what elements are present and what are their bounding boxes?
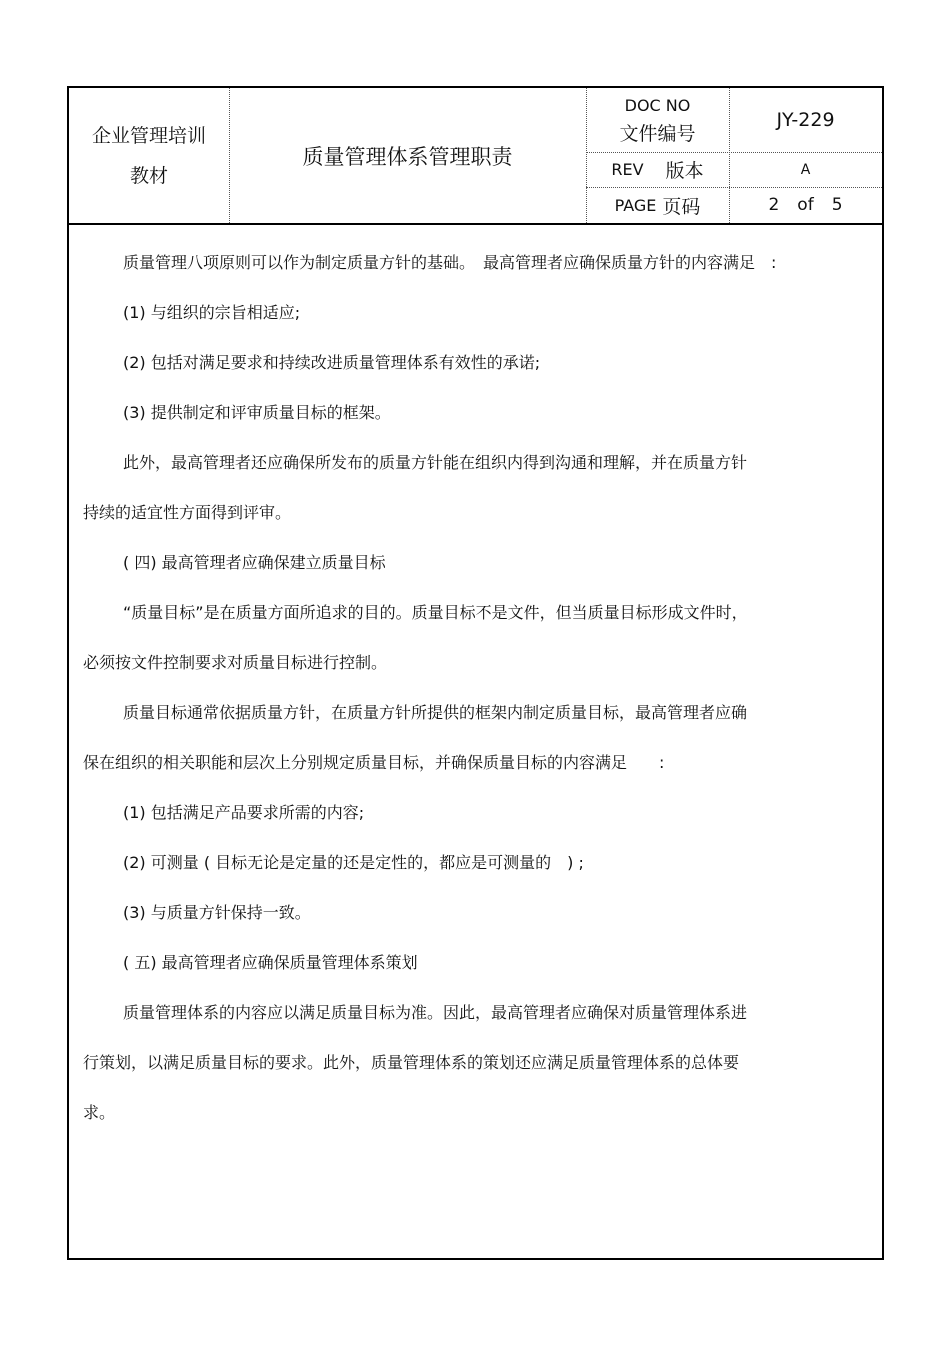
- doc-no-label-en: DOC NO: [624, 96, 691, 115]
- paragraph-line: 求。: [83, 1103, 116, 1122]
- list-item: (1) 包括满足产品要求所需的内容;: [123, 803, 365, 822]
- paragraph-line: 持续的适宜性方面得到评审。: [83, 503, 292, 522]
- page-total: 5: [831, 195, 843, 215]
- rev-value: A: [800, 161, 811, 178]
- doc-no-value: JY-229: [776, 109, 835, 131]
- list-item: (3) 提供制定和评审质量目标的框架。: [123, 403, 391, 422]
- org-line-2: 教材: [129, 164, 168, 187]
- page-label: [586, 187, 729, 223]
- section-heading: ( 五) 最高管理者应确保质量管理体系策划: [123, 953, 418, 972]
- page-of: of: [797, 195, 814, 215]
- list-item: (2) 包括对满足要求和持续改进质量管理体系有效性的承诺;: [123, 353, 541, 372]
- organization-label: [69, 88, 229, 223]
- document-header: [69, 88, 882, 225]
- page-label-en: PAGE: [614, 195, 657, 215]
- rev-label-zh: 版本: [665, 160, 704, 182]
- paragraph-line: “质量目标”是在质量方面所追求的目的。质量目标不是文件，但当质量目标形成文件时，: [123, 603, 748, 622]
- page-number: [729, 187, 882, 223]
- paragraph-line: 行策划，以满足质量目标的要求。此外，质量管理体系的策划还应满足质量管理体系的总体要: [83, 1053, 740, 1072]
- page-frame: [67, 86, 884, 1260]
- org-line-1: 企业管理培训: [91, 124, 206, 147]
- paragraph-line: 保在组织的相关职能和层次上分别规定质量目标，并确保质量目标的内容满足 :: [83, 753, 665, 772]
- list-item: (3) 与质量方针保持一致。: [123, 903, 311, 922]
- doc-no-label-zh: 文件编号: [619, 123, 696, 145]
- document-title: 质量管理体系管理职责: [302, 144, 513, 169]
- paragraph-line: 必须按文件控制要求对质量目标进行控制。: [83, 653, 388, 672]
- section-heading: ( 四) 最高管理者应确保建立质量目标: [123, 553, 386, 572]
- page-label-zh: 页码: [662, 195, 701, 218]
- paragraph-line: 质量管理体系的内容应以满足质量目标为准。因此，最高管理者应确保对质量管理体系进: [123, 1003, 748, 1022]
- paragraph-line: 此外，最高管理者还应确保所发布的质量方针能在组织内得到沟通和理解，并在质量方针: [123, 453, 748, 472]
- paragraph-line: 质量目标通常依据质量方针，在质量方针所提供的框架内制定质量目标，最高管理者应确: [123, 703, 748, 722]
- rev-label: [586, 152, 729, 187]
- list-item: (2) 可测量 ( 目标无论是定量的还是定性的，都应是可测量的 ) ;: [123, 853, 584, 872]
- paragraph-line: 质量管理八项原则可以作为制定质量方针的基础。 最高管理者应确保质量方针的内容满足 :: [123, 253, 777, 272]
- page-current: 2: [768, 195, 780, 215]
- rev-label-en: REV: [611, 160, 644, 179]
- list-item: (1) 与组织的宗旨相适应;: [123, 303, 301, 322]
- doc-no-label: [586, 88, 729, 152]
